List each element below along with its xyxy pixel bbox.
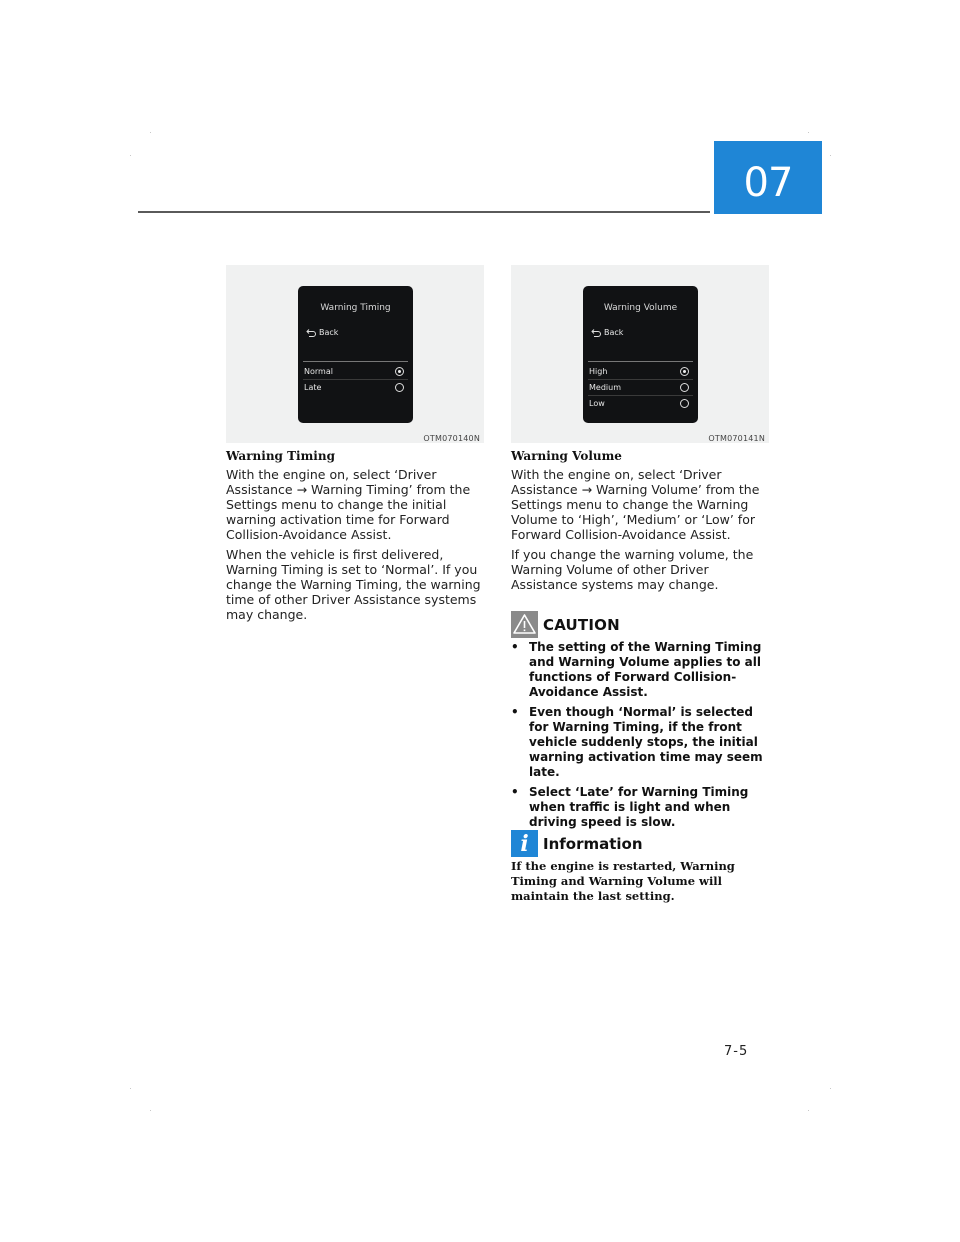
section-body-warning-timing <box>226 467 488 627</box>
paragraph: When the vehicle is first delivered, Warning Timing is set to ‘Normal’. If you change the Warning Timing, the warning time of other Driver Assistance systems may change. <box>226 547 481 622</box>
option-row <box>588 363 693 379</box>
warning-triangle-icon <box>511 611 538 638</box>
screen-divider <box>588 361 693 362</box>
caution-item: • Select ‘Late’ for Warning Timing when traffic is light and when driving speed is slow. <box>511 785 773 830</box>
page-number: 7-5 <box>724 1044 749 1059</box>
option-row <box>588 395 693 411</box>
caution-item: • Even though ‘Normal’ is selected for Warning Timing, if the front vehicle suddenly stops, the initial warning activation time may seem late. <box>511 705 773 780</box>
crop-mark <box>808 1110 809 1111</box>
crop-mark <box>130 155 131 156</box>
back-label: Back <box>604 328 624 337</box>
screen-divider <box>303 361 408 362</box>
radio-selected-icon <box>680 367 689 376</box>
radio-unselected-icon <box>680 399 689 408</box>
info-icon: i <box>511 830 538 857</box>
cluster-screen <box>583 286 698 423</box>
information-header <box>511 830 643 857</box>
screen-title: Warning Timing <box>320 303 391 313</box>
information-text: If the engine is restarted, Warning Timing and Warning Volume will maintain the last setting. <box>511 859 735 903</box>
option-row <box>303 363 408 379</box>
figure-warning-volume <box>511 265 769 443</box>
paragraph: With the engine on, select ‘Driver Assistance → Warning Volume’ from the Settings menu to change the Warning Volume to ‘High’, ‘Medium’ or ‘Low’ for Forward Collision-Avoidance Assist. <box>511 467 760 542</box>
information-label: Information <box>543 834 643 853</box>
option-label: Medium <box>589 382 621 392</box>
cluster-screen <box>298 286 413 423</box>
crop-mark <box>830 1088 831 1089</box>
paragraph: If you change the warning volume, the Warning Volume of other Driver Assistance systems may change. <box>511 547 754 592</box>
section-body-warning-volume <box>511 467 773 597</box>
option-label: Late <box>304 382 322 392</box>
option-label: Normal <box>304 366 333 376</box>
back-arrow-icon <box>306 329 316 337</box>
screen-title: Warning Volume <box>603 303 678 313</box>
option-row <box>588 379 693 395</box>
figure-warning-timing <box>226 265 484 443</box>
figure-code: OTM070140N <box>423 434 480 443</box>
radio-unselected-icon <box>395 383 404 392</box>
back-item <box>591 328 623 337</box>
crop-mark <box>150 132 151 133</box>
radio-selected-icon <box>395 367 404 376</box>
header-rule <box>138 211 710 213</box>
crop-mark <box>808 132 809 133</box>
section-heading-warning-volume: Warning Volume <box>511 449 622 463</box>
back-arrow-icon <box>591 329 601 337</box>
chapter-tab: 07 <box>714 141 822 214</box>
caution-label: CAUTION <box>543 615 620 634</box>
paragraph: With the engine on, select ‘Driver Assistance → Warning Timing’ from the Settings menu to change the initial warning activation time for Forward Collision-Avoidance Assist. <box>226 467 471 542</box>
option-label: Low <box>589 398 605 408</box>
crop-mark <box>130 1088 131 1089</box>
caution-item: • The setting of the Warning Timing and Warning Volume applies to all functions of Forward Collision-Avoidance Assist. <box>511 640 773 700</box>
caution-list <box>511 640 773 835</box>
back-label: Back <box>319 328 339 337</box>
back-item <box>306 328 338 337</box>
crop-mark <box>830 155 831 156</box>
crop-mark <box>150 1110 151 1111</box>
option-label: High <box>589 366 608 376</box>
caution-header <box>511 611 620 638</box>
section-heading-warning-timing: Warning Timing <box>226 449 335 463</box>
option-row <box>303 379 408 395</box>
figure-code: OTM070141N <box>708 434 765 443</box>
radio-unselected-icon <box>680 383 689 392</box>
